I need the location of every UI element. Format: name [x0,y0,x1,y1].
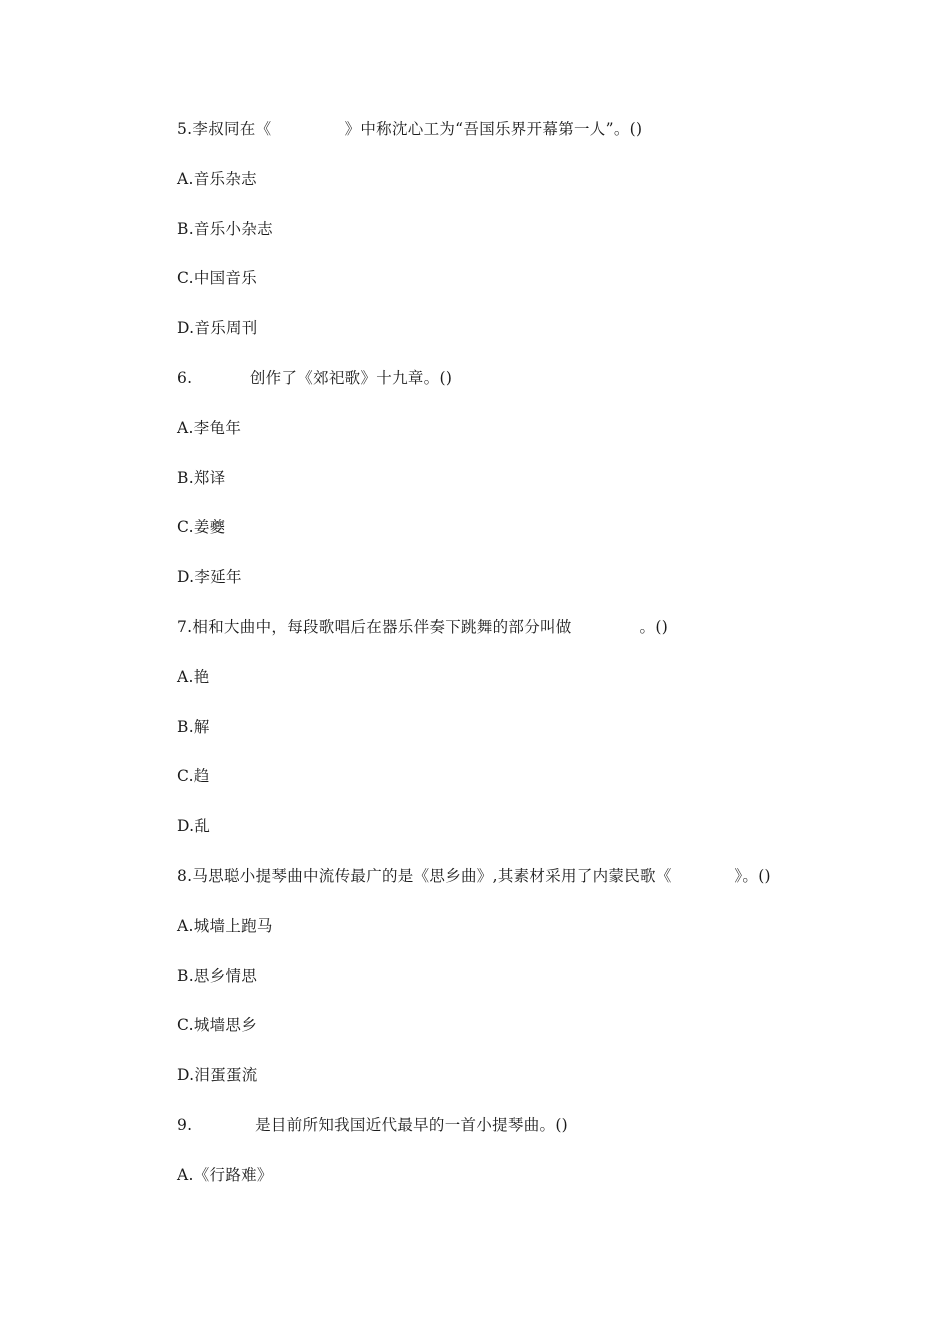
question-6-option-a: A.李龟年 [177,419,242,437]
question-7-option-a: A.艳 [177,668,210,686]
question-7-option-c: C.趋 [177,767,210,785]
question-5-option-d: D.音乐周刊 [177,319,258,337]
question-8: 8.马思聪小提琴曲中流传最广的是《思乡曲》,其素材采用了内蒙民歌《 》。() [177,867,771,885]
question-9-option-a: A.《行路难》 [177,1166,273,1184]
question-7: 7.相和大曲中，每段歌唱后在器乐伴奏下跳舞的部分叫做 。() [177,618,669,636]
question-5: 5.李叔同在《 》中称沈心工为“吾国乐界开幕第一人”。() [177,120,643,138]
question-8-option-d: D.泪蛋蛋流 [177,1066,258,1084]
question-5-option-a: A.音乐杂志 [177,170,257,188]
question-5-option-b: B.音乐小杂志 [177,220,273,238]
question-7-option-d: D.乱 [177,817,211,835]
question-8-option-a: A.城墙上跑马 [177,917,273,935]
question-7-option-b: B.解 [177,718,210,736]
question-8-option-c: C.城墙思乡 [177,1016,258,1034]
question-6-option-c: C.姜夔 [177,518,226,536]
question-6-option-b: B.郑译 [177,469,226,487]
question-6-option-d: D.李延年 [177,568,242,586]
question-9: 9. 是目前所知我国近代最早的一首小提琴曲。() [177,1116,569,1134]
question-5-option-c: C.中国音乐 [177,269,258,287]
question-6: 6. 创作了《郊祀歌》十九章。() [177,369,453,387]
question-8-option-b: B.思乡情思 [177,967,258,985]
